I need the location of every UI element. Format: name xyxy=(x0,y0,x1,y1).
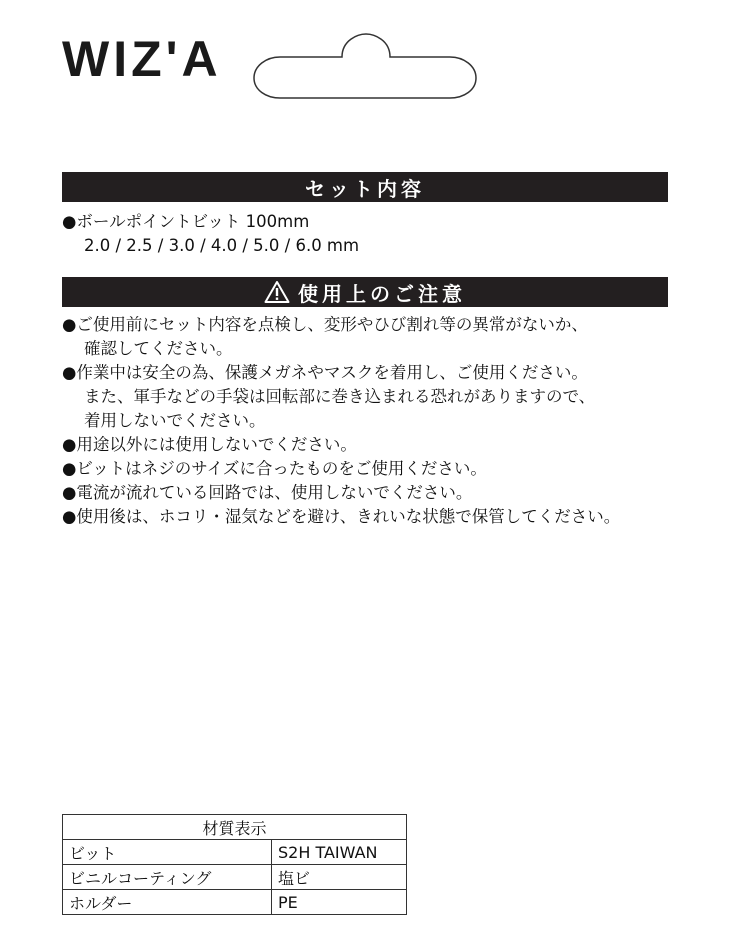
material-value-cell: S2H TAIWAN xyxy=(272,840,407,865)
table-row xyxy=(63,840,407,865)
set-contents-sizes: 2.0 / 2.5 / 3.0 / 4.0 / 5.0 / 6.0 mm xyxy=(84,236,360,255)
caution-line: 確認してください。 xyxy=(84,339,233,358)
caution-heading-bar xyxy=(62,277,668,307)
warning-triangle-icon xyxy=(264,280,290,304)
caution-item xyxy=(62,361,682,433)
set-contents-line: ●ボールポイントビット 100mm xyxy=(62,212,310,231)
caution-item xyxy=(62,457,682,481)
caution-line: ●作業中は安全の為、保護メガネやマスクを着用し、ご使用ください。 xyxy=(62,363,588,382)
caution-line: ●ご使用前にセット内容を点検し、変形やひび割れ等の異常がないか、 xyxy=(62,315,588,334)
material-part-cell: ビット xyxy=(63,840,272,865)
caution-line: 着用しないでください。 xyxy=(84,411,266,430)
material-part-cell: ビニルコーティング xyxy=(63,865,272,890)
caution-line: ●用途以外には使用しないでください。 xyxy=(62,435,357,454)
material-part-cell: ホルダー xyxy=(63,890,272,915)
caution-heading: 使用上のご注意 xyxy=(298,281,466,306)
caution-line: ●ビットはネジのサイズに合ったものをご使用ください。 xyxy=(62,459,487,478)
caution-item xyxy=(62,313,682,361)
set-contents-heading-bar xyxy=(62,172,668,202)
set-contents-heading: セット内容 xyxy=(305,176,425,201)
caution-item xyxy=(62,433,682,457)
table-row xyxy=(63,865,407,890)
material-value-cell: 塩ビ xyxy=(272,865,407,890)
caution-list xyxy=(62,313,682,529)
table-row xyxy=(63,890,407,915)
material-value-cell: PE xyxy=(272,890,407,915)
materials-table xyxy=(62,814,407,915)
caution-line: ●使用後は、ホコリ・湿気などを避け、きれいな状態で保管してください。 xyxy=(62,507,621,526)
set-contents-text xyxy=(62,210,682,258)
hang-hole-outline xyxy=(250,30,480,102)
caution-item xyxy=(62,481,682,505)
caution-line: ●電流が流れている回路では、使用しないでください。 xyxy=(62,483,473,502)
caution-line: また、軍手などの手袋は回転部に巻き込まれる恐れがありますので、 xyxy=(84,387,596,406)
brand-logo: WIZ'A xyxy=(62,31,222,87)
materials-table-title: 材質表示 xyxy=(63,815,407,840)
caution-item xyxy=(62,505,682,529)
